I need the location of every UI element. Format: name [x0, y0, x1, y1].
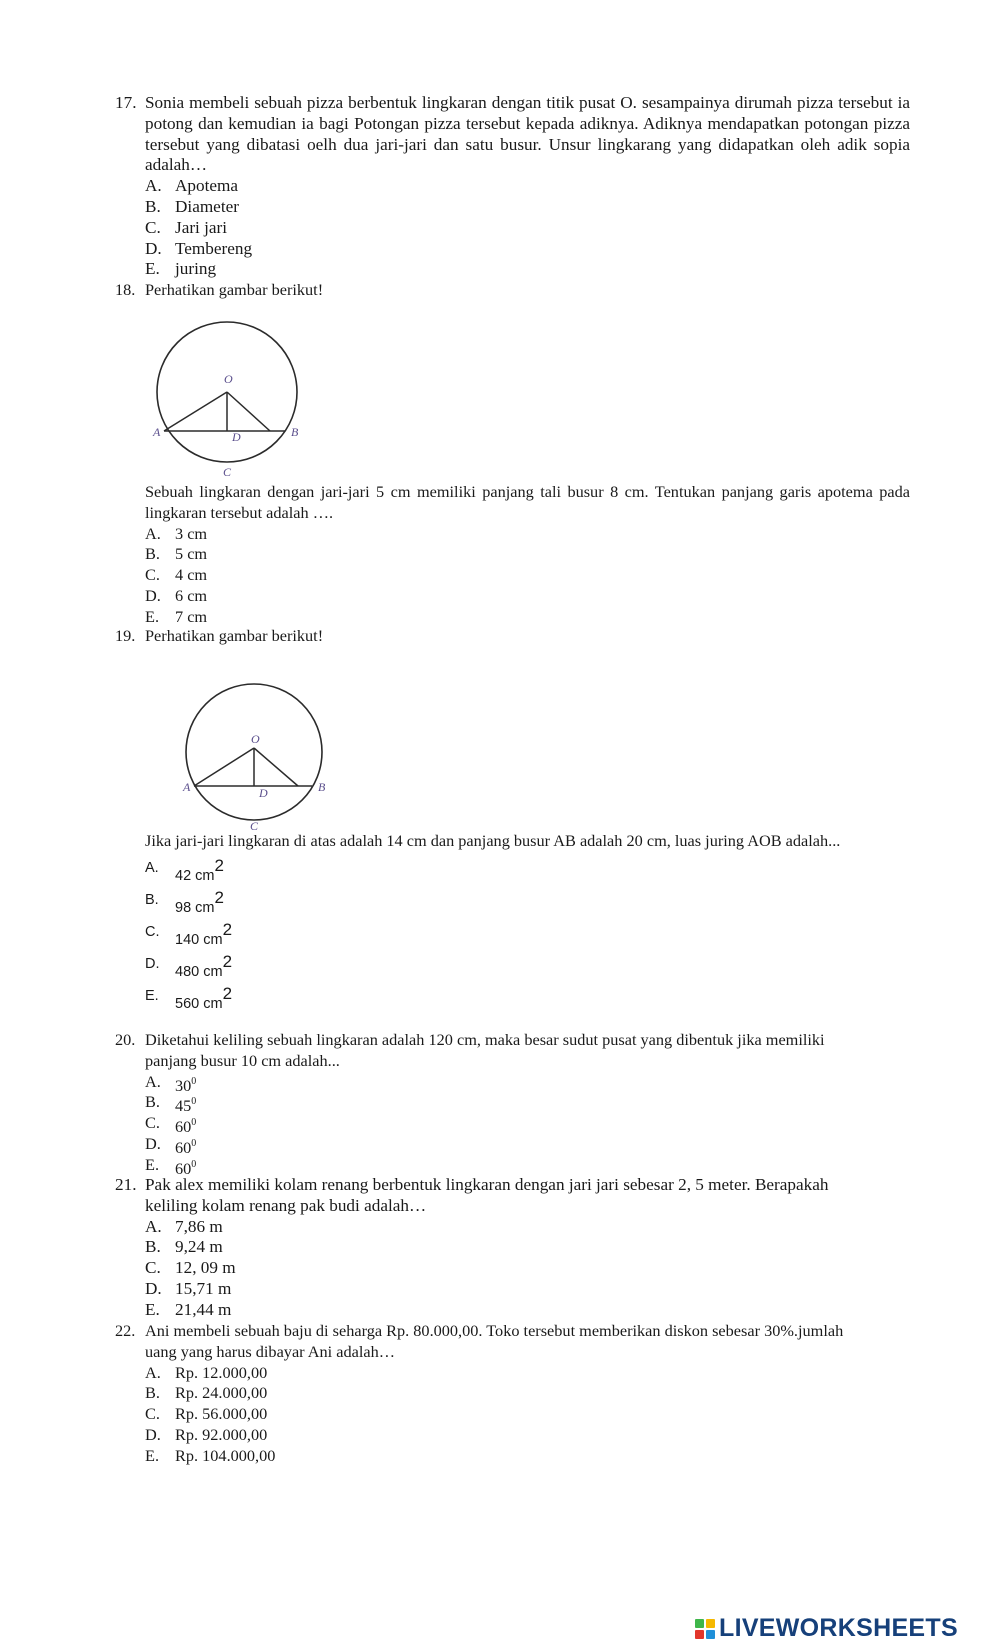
radius-ob [227, 392, 270, 431]
option-text: Rp. 104.000,00 [175, 1445, 276, 1465]
option-a[interactable] [145, 849, 910, 884]
logo-text: LIVEWORKSHEETS [719, 1614, 958, 1642]
option-text: 560 $cm^2$ [175, 984, 233, 1012]
question-18-intro [115, 280, 910, 301]
circle-figure-19 [180, 680, 340, 835]
option-text: Rp. 92.000,00 [175, 1424, 268, 1444]
option-d[interactable] [145, 239, 910, 260]
option-text: 5 cm [175, 544, 208, 564]
option-letter: C. [145, 1404, 160, 1424]
option-c[interactable] [145, 1113, 870, 1137]
question-text: Diketahui keliling sebuah lingkaran adalah 120 cm, maka besar sudut pusat yang dibentuk jika memiliki panjang busur 10 cm adalah... [145, 1030, 825, 1070]
question-text: Sonia membeli sebuah pizza berbentuk lingkaran dengan titik pusat O. sesampainya dirumah pizza tersebut ia potong dan kemudian ia bagi Potongan pizza tersebut kepada adiknya. Adiknya mendapatkan potongan pizza tersebut yang dibatasi oelh dua jari-jari dan satu busur. Unsur lingkarang yang didapatkan oleh adik sopia adalah… [145, 93, 910, 175]
label-b: B [291, 425, 299, 439]
logo-blocks-icon [695, 1619, 715, 1639]
option-text: Rp. 56.000,00 [175, 1404, 268, 1424]
option-text: 4 cm [175, 565, 208, 585]
option-text: 12, 09 m [175, 1258, 236, 1278]
label-b: B [318, 780, 326, 794]
logo-block-yellow [706, 1619, 715, 1628]
question-20 [115, 1030, 870, 1176]
option-e[interactable] [145, 1155, 870, 1176]
option-text: $60^0$ [175, 1137, 197, 1157]
label-o: O [224, 372, 233, 386]
label-a: A [183, 780, 191, 794]
option-text: Diameter [175, 196, 239, 216]
option-text: 98 $cm^2$ [175, 888, 224, 916]
option-d[interactable] [145, 1279, 875, 1300]
option-b[interactable] [145, 1237, 875, 1258]
option-b[interactable] [145, 1383, 855, 1404]
option-letter: E. [145, 1445, 160, 1465]
radius-oa [194, 748, 254, 786]
question-number: 21. [115, 1175, 137, 1194]
option-b[interactable] [145, 197, 910, 218]
option-letter: C. [145, 1113, 160, 1133]
option-letter: C. [145, 565, 160, 585]
question-22 [115, 1321, 855, 1467]
option-d[interactable] [145, 1134, 870, 1155]
option-e[interactable] [145, 977, 910, 1012]
option-text: 140 $cm^2$ [175, 920, 233, 948]
option-text: 42 $cm^2$ [175, 856, 224, 884]
option-c[interactable] [145, 1404, 855, 1425]
question-number: 19. [115, 626, 136, 645]
question-number: 18. [115, 280, 136, 299]
option-text: Apotema [175, 176, 239, 196]
option-letter: B. [145, 196, 161, 216]
option-text: 480 $cm^2$ [175, 952, 233, 980]
option-letter: C. [145, 1258, 161, 1278]
option-c[interactable] [145, 565, 910, 586]
option-letter: A. [145, 523, 161, 543]
option-a[interactable] [145, 1217, 875, 1238]
option-letter: A. [145, 1216, 162, 1236]
option-letter: D. [145, 238, 162, 258]
option-letter: C. [145, 217, 161, 237]
option-letter: D. [145, 1133, 161, 1153]
radius-ob [254, 748, 298, 786]
option-letter: A. [145, 1071, 161, 1091]
option-letter: B. [145, 1383, 160, 1403]
option-c[interactable] [145, 913, 910, 948]
option-letter: C. [145, 924, 160, 940]
option-a[interactable] [145, 176, 910, 197]
question-text: Pak alex memiliki kolam renang berbentuk lingkaran dengan jari jari sebesar 2, 5 meter. Berapakah keliling kolam renang pak budi adalah… [145, 1175, 829, 1215]
option-b[interactable] [145, 1092, 870, 1116]
logo-block-red [695, 1630, 704, 1639]
question-intro: Perhatikan gambar berikut! [145, 626, 324, 645]
option-text: Tembereng [175, 238, 253, 258]
option-letter: B. [145, 544, 160, 564]
option-text: Jari jari [175, 217, 228, 237]
question-intro: Perhatikan gambar berikut! [145, 280, 324, 299]
option-d[interactable] [145, 945, 910, 980]
option-c[interactable] [145, 218, 910, 239]
question-19-intro [115, 626, 910, 647]
option-letter: D. [145, 585, 161, 605]
option-letter: E. [145, 1154, 160, 1174]
label-d: D [259, 786, 268, 800]
option-d[interactable] [145, 1425, 855, 1446]
option-letter: E. [145, 606, 160, 626]
option-e[interactable] [145, 607, 910, 628]
option-text: $45^0$ [175, 1096, 197, 1116]
question-text: Ani membeli sebuah baju di seharga Rp. 80.000,00. Toko tersebut memberikan diskon sebesar 30%.jumlah uang yang harus dibayar Ani adalah… [145, 1321, 844, 1361]
option-text: $30^0$ [175, 1075, 197, 1095]
logo-block-blue [706, 1630, 715, 1639]
question-number: 17. [115, 93, 137, 112]
question-21 [115, 1175, 875, 1321]
option-letter: B. [145, 1237, 161, 1257]
option-letter: A. [145, 1362, 161, 1382]
option-text: Rp. 24.000,00 [175, 1383, 268, 1403]
question-number: 20. [115, 1030, 136, 1049]
option-text: juring [175, 259, 217, 279]
option-text: 7 cm [175, 606, 208, 626]
question-17 [115, 93, 910, 280]
question-18 [115, 482, 910, 628]
circle-figure-18 [145, 315, 315, 480]
radius-oa [164, 392, 227, 431]
option-letter: D. [145, 956, 160, 972]
option-text: 15,71 m [175, 1278, 232, 1298]
option-a[interactable] [145, 524, 910, 545]
option-e[interactable] [145, 259, 910, 280]
option-b[interactable] [145, 881, 910, 916]
option-e[interactable] [145, 1300, 875, 1321]
option-letter: B. [145, 892, 159, 908]
option-c[interactable] [145, 1258, 875, 1279]
option-text: 21,44 m [175, 1299, 232, 1319]
option-letter: B. [145, 1092, 160, 1112]
option-b[interactable] [145, 544, 910, 565]
label-o: O [251, 732, 260, 746]
option-text: Rp. 12.000,00 [175, 1362, 268, 1382]
option-a[interactable] [145, 1072, 870, 1093]
question-text: Jika jari-jari lingkaran di atas adalah 14 cm dan panjang busur AB adalah 20 cm, luas juring AOB adalah... [145, 831, 841, 850]
option-d[interactable] [145, 586, 910, 607]
option-text: $60^0$ [175, 1158, 197, 1178]
option-letter: A. [145, 860, 159, 876]
option-text: 3 cm [175, 523, 208, 543]
label-a: A [153, 425, 161, 439]
label-d: D [232, 430, 241, 444]
option-letter: D. [145, 1278, 162, 1298]
option-letter: E. [145, 988, 159, 1004]
option-text: $60^0$ [175, 1117, 197, 1137]
option-letter: E. [145, 1299, 160, 1319]
option-text: 9,24 m [175, 1237, 223, 1257]
option-letter: E. [145, 259, 160, 279]
question-number: 22. [115, 1321, 136, 1340]
option-letter: A. [145, 176, 162, 196]
label-c: C [250, 819, 259, 833]
option-text: 6 cm [175, 585, 208, 605]
label-c: C [223, 465, 232, 479]
option-e[interactable] [145, 1446, 855, 1467]
option-a[interactable] [145, 1363, 855, 1384]
liveworksheets-logo[interactable] [695, 1614, 958, 1643]
question-19 [115, 831, 910, 1012]
option-text: 7,86 m [175, 1216, 223, 1236]
option-letter: D. [145, 1424, 161, 1444]
question-text: Sebuah lingkaran dengan jari-jari 5 cm memiliki panjang tali busur 8 cm. Tentukan panjang garis apotema pada lingkaran tersebut adalah …. [145, 482, 910, 522]
logo-block-green [695, 1619, 704, 1628]
